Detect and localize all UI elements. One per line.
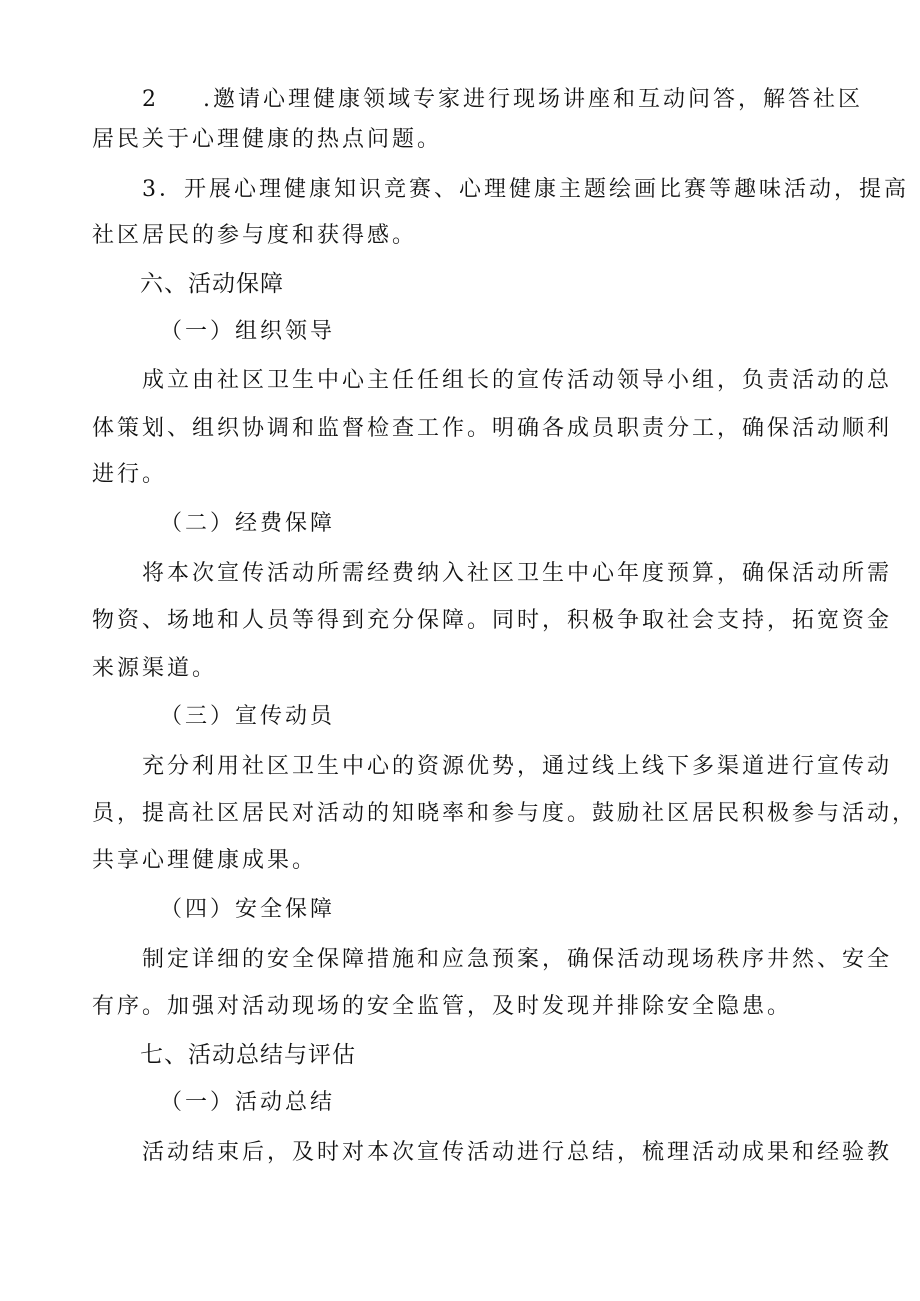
paragraph-6-2-line-1: 将本次宣传活动所需经费纳入社区卫生中心年度预算，确保活动所需 <box>142 561 893 586</box>
subsection-6-4-heading: （四）安全保障 <box>160 897 336 922</box>
paragraph-6-3-line-1: 充分利用社区卫生中心的资源优势，通过线上线下多渠道进行宣传动 <box>142 754 893 779</box>
paragraph-6-3-line-2: 员，提高社区居民对活动的知晓率和参与度。鼓励社区居民积极参与活动， <box>92 801 918 826</box>
item-2-number: 2 <box>142 87 159 112</box>
section-7-heading: 七、活动总结与评估 <box>140 1042 356 1068</box>
paragraph-6-2-line-3: 来源渠道。 <box>92 656 218 681</box>
paragraph-7-1-line-1: 活动结束后，及时对本次宣传活动进行总结，梳理活动成果和经验教 <box>142 1140 893 1165</box>
subsection-6-3-heading: （三）宣传动员 <box>160 704 336 729</box>
item-2-line-1 <box>142 84 882 116</box>
subsection-6-2-heading: （二）经费保障 <box>160 511 336 536</box>
paragraph-6-2-line-2: 物资、场地和人员等得到充分保障。同时，积极争取社会支持，拓宽资金 <box>92 608 893 633</box>
item-3-line-1: 3．开展心理健康知识竞赛、心理健康主题绘画比赛等趣味活动，提高 <box>142 177 909 202</box>
paragraph-6-1-line-2: 体策划、组织协调和监督检查工作。明确各成员职责分工，确保活动顺利 <box>92 416 893 441</box>
subsection-7-1-heading: （一）活动总结 <box>160 1090 336 1115</box>
subsection-6-1-heading: （一）组织领导 <box>160 319 336 344</box>
item-3-line-2: 社区居民的参与度和获得感。 <box>92 223 418 248</box>
section-6-heading: 六、活动保障 <box>140 271 284 297</box>
paragraph-6-1-line-3: 进行。 <box>92 462 168 487</box>
paragraph-6-3-line-3: 共享心理健康成果。 <box>92 848 318 873</box>
paragraph-6-4-line-1: 制定详细的安全保障措施和应急预案，确保活动现场秩序井然、安全 <box>142 947 893 972</box>
paragraph-6-4-line-2: 有序。加强对活动现场的安全监管，及时发现并排除安全隐患。 <box>92 994 793 1019</box>
paragraph-6-1-line-1: 成立由社区卫生中心主任任组长的宣传活动领导小组，负责活动的总 <box>142 368 893 393</box>
item-2-line-2: 居民关于心理健康的热点问题。 <box>92 127 443 152</box>
item-2-text: .邀请心理健康领域专家进行现场讲座和互动问答，解答社区 <box>203 87 863 112</box>
